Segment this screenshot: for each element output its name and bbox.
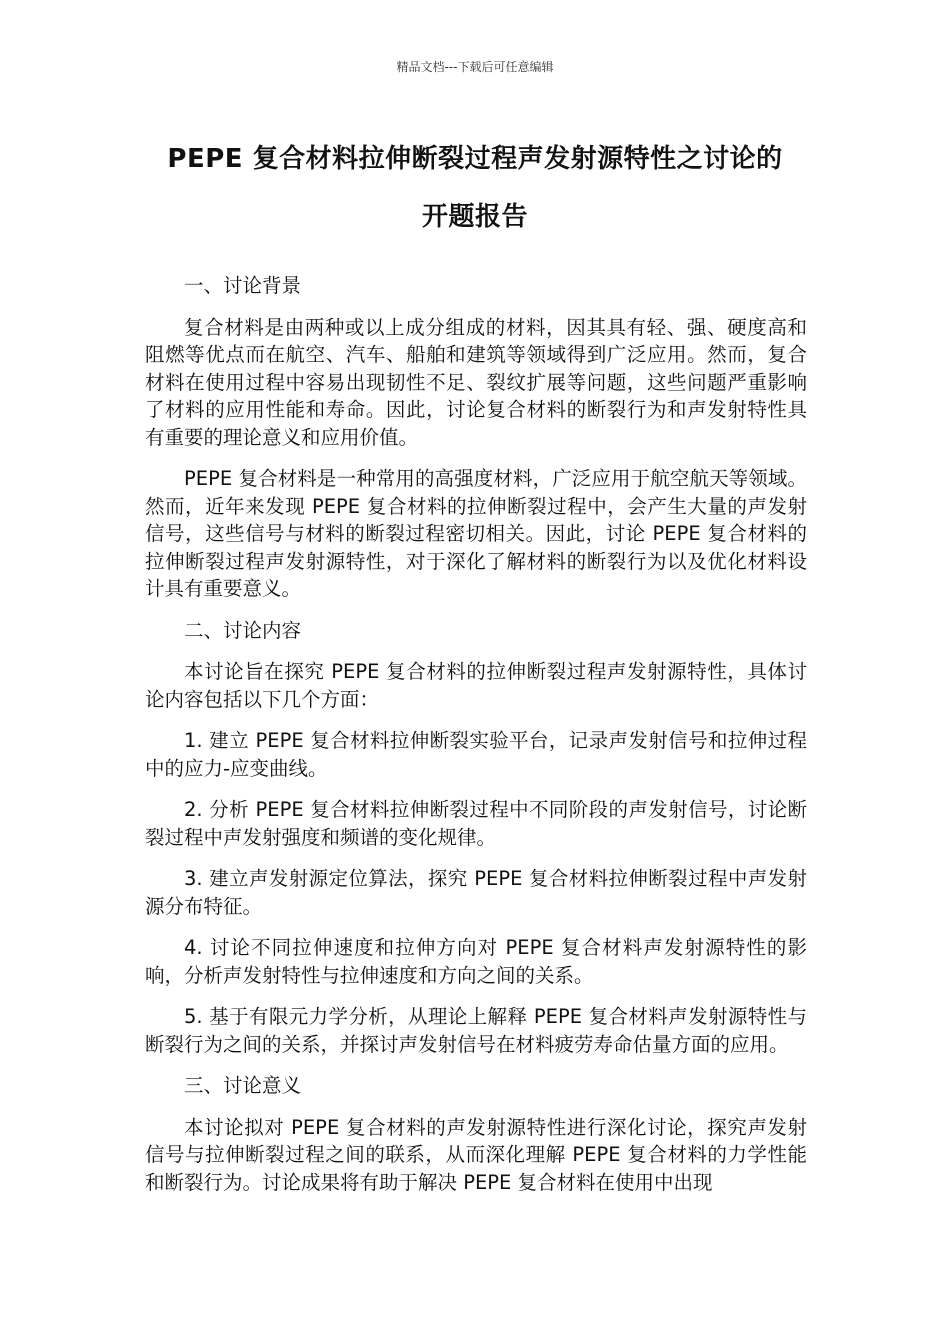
section-heading-significance: 三、讨论意义 [184,1074,302,1097]
significance-paragraph-1: 本讨论拟对 PEPE 复合材料的声发射源特性进行深化讨论，探究声发射信号与拉伸断裂过程之间的联系，从而深化理解 PEPE 复合材料的力学性能和断裂行为。讨论成果将有助于解决 PEPE 复合材料在使用中出现 [145,1115,807,1194]
header-note: 精品文档---下载后可任意编辑 [396,60,554,74]
document-title-line1: PEPE 复合材料拉伸断裂过程声发射源特性之讨论的 [167,144,783,174]
background-paragraph-1: 复合材料是由两种或以上成分组成的材料，因其具有轻、强、硬度高和阻燃等优点而在航空、汽车、船舶和建筑等领域得到广泛应用。然而，复合材料在使用过程中容易出现韧性不足、裂纹扩展等问题，这些问题严重影响了材料的应用性能和寿命。因此，讨论复合材料的断裂行为和声发射特性具有重要的理论意义和应用价值。 [145,315,807,449]
document-body [145,272,807,1210]
content-item-2: 2. 分析 PEPE 复合材料拉伸断裂过程中不同阶段的声发射信号，讨论断裂过程中声发射强度和频谱的变化规律。 [145,798,807,849]
section-heading-background: 一、讨论背景 [184,274,302,297]
section-heading-content: 二、讨论内容 [184,618,302,642]
content-item-5: 5. 基于有限元力学分析，从理论上解释 PEPE 复合材料声发射源特性与断裂行为之间的关系，并探讨声发射信号在材料疲劳寿命估量方面的应用。 [145,1005,807,1056]
content-item-1: 1. 建立 PEPE 复合材料拉伸断裂实验平台，记录声发射信号和拉伸过程中的应力-应变曲线。 [145,729,807,780]
content-intro-paragraph: 本讨论旨在探究 PEPE 复合材料的拉伸断裂过程声发射源特性，具体讨论内容包括以下几个方面： [145,660,807,711]
content-item-4: 4. 讨论不同拉伸速度和拉伸方向对 PEPE 复合材料声发射源特性的影响，分析声发射特性与拉伸速度和方向之间的关系。 [145,936,807,987]
background-paragraph-2: PEPE 复合材料是一种常用的高强度材料，广泛应用于航空航天等领域。然而，近年来发现 PEPE 复合材料的拉伸断裂过程中，会产生大量的声发射信号，这些信号与材料的断裂过程密切相关。因此，讨论 PEPE 复合材料的拉伸断裂过程声发射源特性，对于深化了解材料的断裂行为以及优化材料设计具有重要意义。 [145,467,807,600]
document-title-line2: 开题报告 [421,202,528,232]
content-item-3: 3. 建立声发射源定位算法，探究 PEPE 复合材料拉伸断裂过程中声发射源分布特征。 [145,867,807,918]
